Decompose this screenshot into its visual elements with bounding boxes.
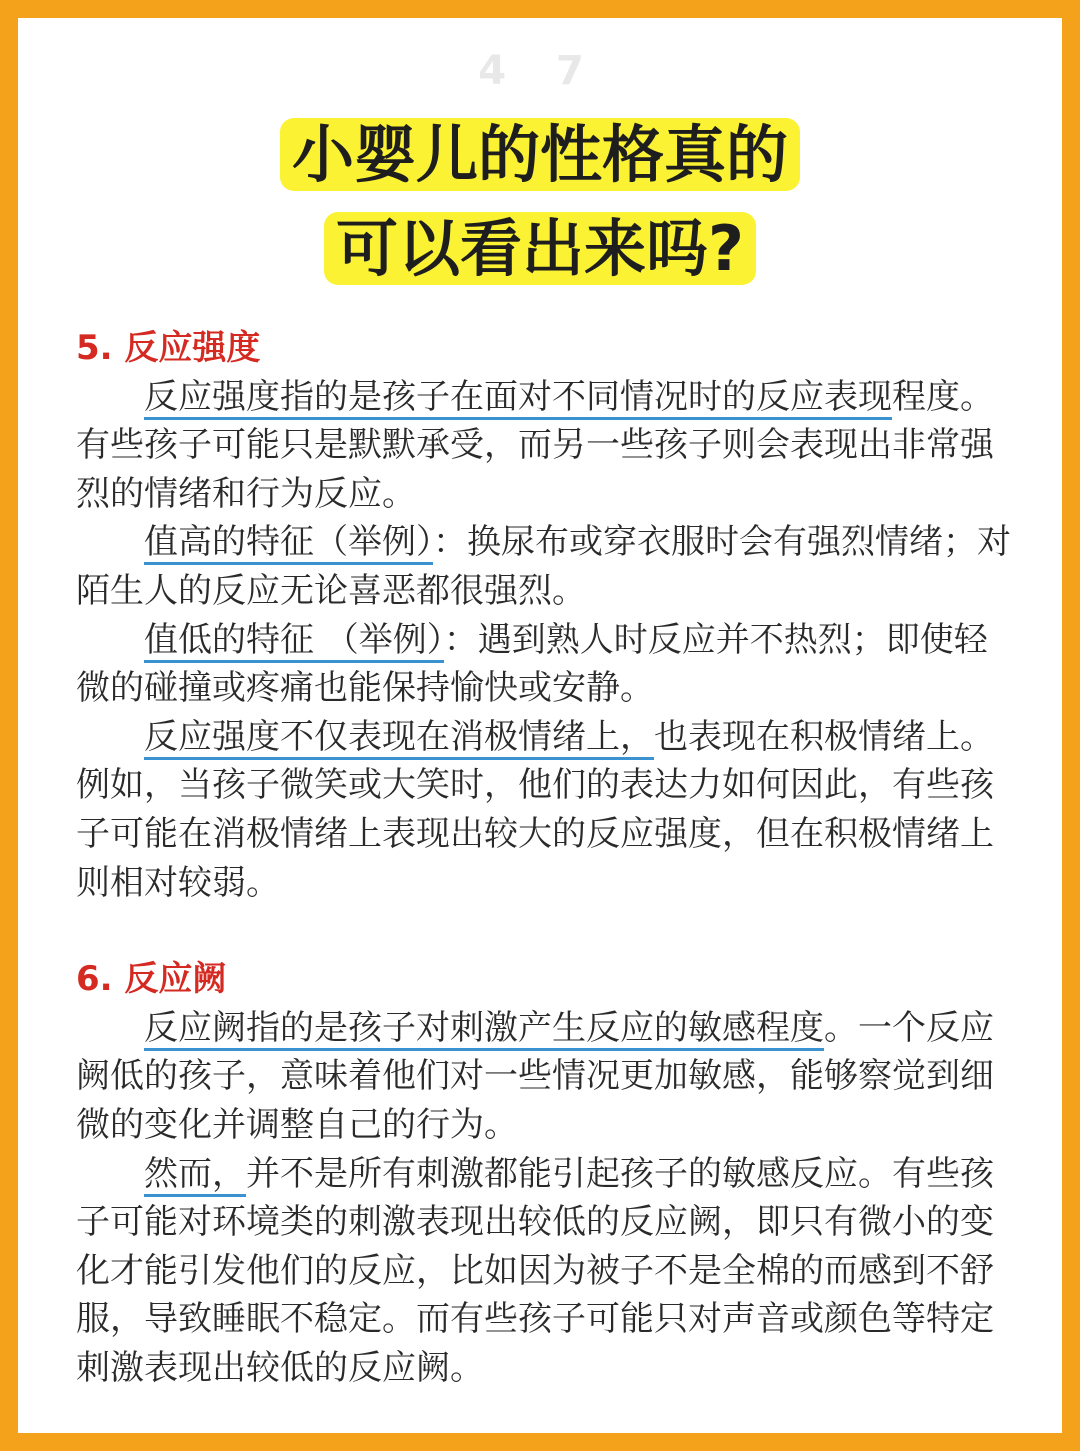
section-5-heading: 5. 反应强度 (76, 328, 261, 368)
section-5-paragraph-2 (76, 518, 1012, 615)
underlined-text: 反应阙指的是孩子对刺激产生反应的敏感程度 (144, 1008, 824, 1051)
article-body (76, 324, 1012, 1392)
title-line-2: 可以看出来吗? (324, 212, 756, 285)
section-5-paragraph-4 (76, 713, 1012, 907)
paragraph-text: 程度。有些孩子可能只是默默承受，而另一些孩子则会表现出非常强烈的情绪和行为反应。 (76, 376, 994, 514)
paragraph-text: 。一个反应阙低的孩子，意味着他们对一些情况更加敏感，能够察觉到细微的变化并调整自己的行为。 (76, 1007, 994, 1145)
section-6-paragraph-2 (76, 1150, 1012, 1393)
paragraph-text: 也表现在积极情绪上。例如，当孩子微笑或大笑时，他们的表达力如何因此，有些孩子可能在消极情绪上表现出较大的反应强度，但在积极情绪上则相对较弱。 (76, 716, 994, 903)
underlined-text: 值高的特征（举例） (144, 522, 433, 565)
paragraph-text: ：换尿布或穿衣服时会有强烈情绪；对陌生人的反应无论喜恶都很强烈。 (76, 522, 1011, 611)
underlined-text: 值低的特征 （举例） (144, 620, 444, 663)
section-5-paragraph-3 (76, 616, 1012, 713)
paragraph-text: 并不是所有刺激都能引起孩子的敏感反应。有些孩子可能对环境类的刺激表现出较低的反应阙，即只有微小的变化才能引发他们的反应，比如因为被子不是全棉的而感到不舒服，导致睡眠不稳定。而有些孩子可能只对声音或颜色等特定刺激表现出较低的反应阙。 (76, 1153, 994, 1388)
section-spacer (76, 907, 1012, 955)
underlined-text: 反应强度指的是孩子在面对不同情况时的反应表现 (144, 377, 892, 420)
article-card (18, 18, 1062, 1433)
page-number: 4 7 (478, 48, 602, 94)
section-6-heading: 6. 反应阙 (76, 959, 227, 1000)
paragraph-text: ：遇到熟人时反应并不热烈；即使轻微的碰撞或疼痛也能保持愉快或安静。 (76, 619, 988, 709)
title-line-1: 小婴儿的性格真的 (280, 118, 800, 191)
underlined-text: 然而， (144, 1154, 246, 1197)
underlined-text: 反应强度不仅表现在消极情绪上， (144, 717, 654, 760)
section-6-paragraph-1 (76, 1004, 1012, 1150)
page-title (18, 108, 1062, 296)
section-5-paragraph-1 (76, 373, 1012, 519)
